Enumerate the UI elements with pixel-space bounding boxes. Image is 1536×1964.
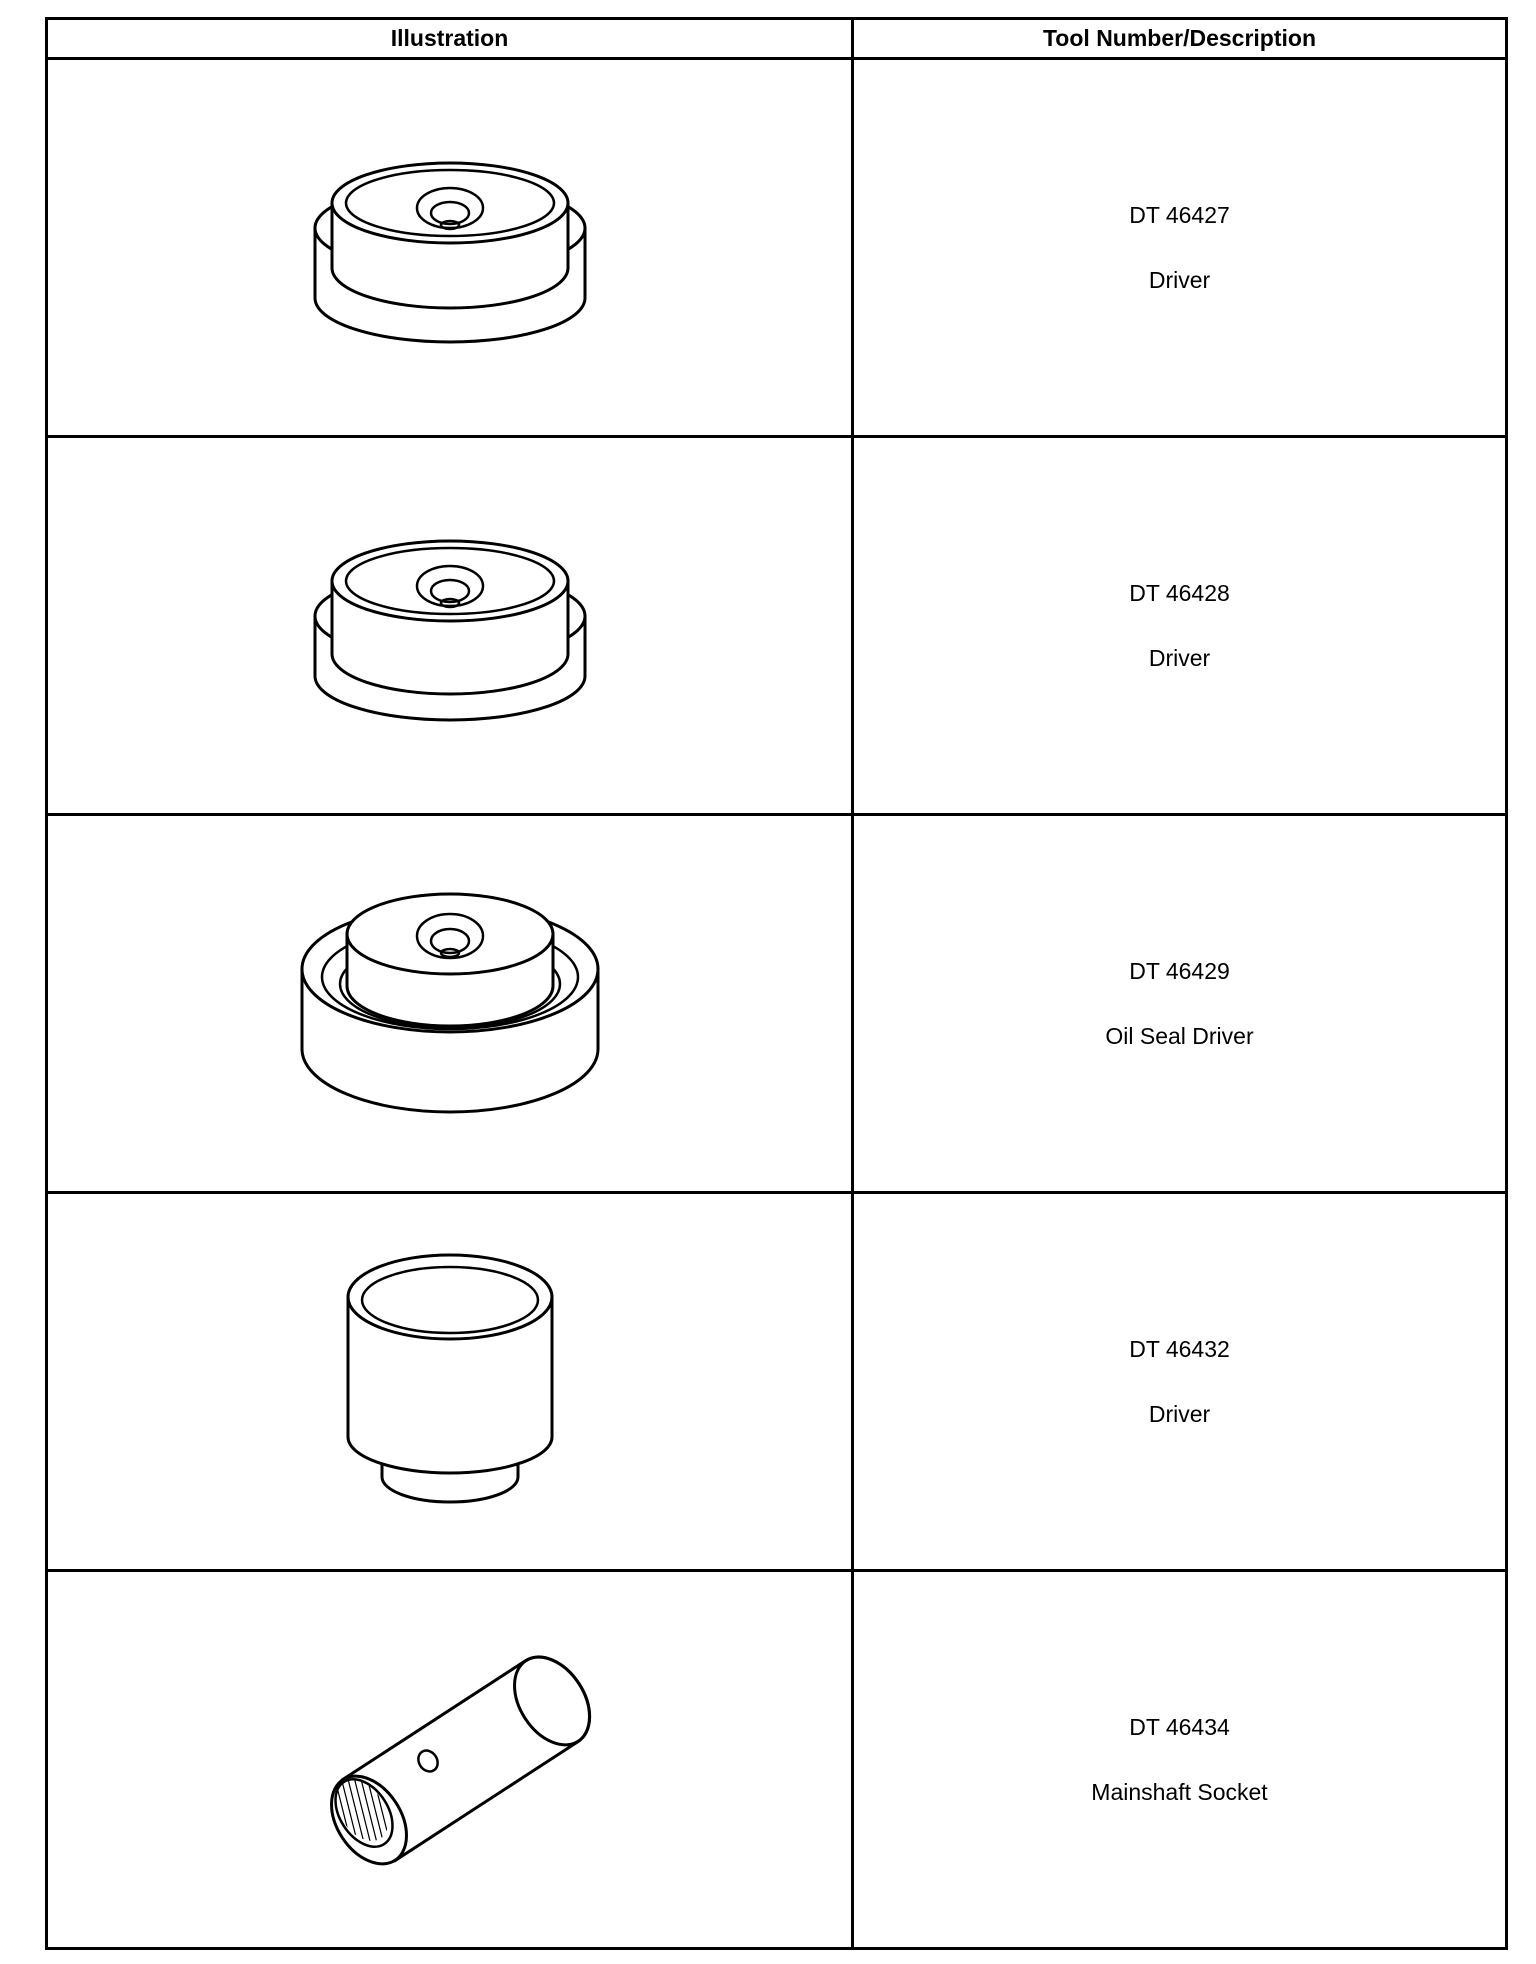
oil-seal-driver-icon <box>290 874 610 1134</box>
tool-description: Driver <box>1148 1400 1211 1427</box>
illustration-cell <box>47 1193 853 1571</box>
tool-description: Oil Seal Driver <box>1105 1022 1254 1049</box>
header-tool-description: Tool Number/Description <box>853 19 1507 59</box>
tool-number: DT 46427 <box>1129 201 1230 228</box>
cup-driver-icon <box>340 1242 560 1522</box>
tool-number: DT 46429 <box>1129 957 1230 984</box>
illustration-cell <box>47 815 853 1193</box>
tool-number: DT 46434 <box>1129 1713 1230 1740</box>
table-row <box>47 1193 1507 1571</box>
illustration-cell <box>47 59 853 437</box>
tool-description: Driver <box>1148 266 1211 293</box>
description-cell <box>853 59 1507 437</box>
driver-disc-icon <box>300 506 600 746</box>
illustration-cell <box>47 437 853 815</box>
tool-number: DT 46432 <box>1129 1335 1230 1362</box>
table-row <box>47 1571 1507 1949</box>
illustration-cell <box>47 1571 853 1949</box>
table-row <box>47 59 1507 437</box>
driver-disc-icon <box>300 128 600 368</box>
description-cell <box>853 437 1507 815</box>
tool-table <box>45 17 1508 1950</box>
description-cell <box>853 1193 1507 1571</box>
header-row <box>47 19 1507 59</box>
description-cell <box>853 815 1507 1193</box>
table-row <box>47 815 1507 1193</box>
table-row <box>47 437 1507 815</box>
header-illustration: Illustration <box>47 19 853 59</box>
tool-number: DT 46428 <box>1129 579 1230 606</box>
tool-description: Driver <box>1148 644 1211 671</box>
tool-description: Mainshaft Socket <box>1091 1778 1268 1805</box>
description-cell <box>853 1571 1507 1949</box>
mainshaft-socket-icon <box>300 1645 600 1875</box>
